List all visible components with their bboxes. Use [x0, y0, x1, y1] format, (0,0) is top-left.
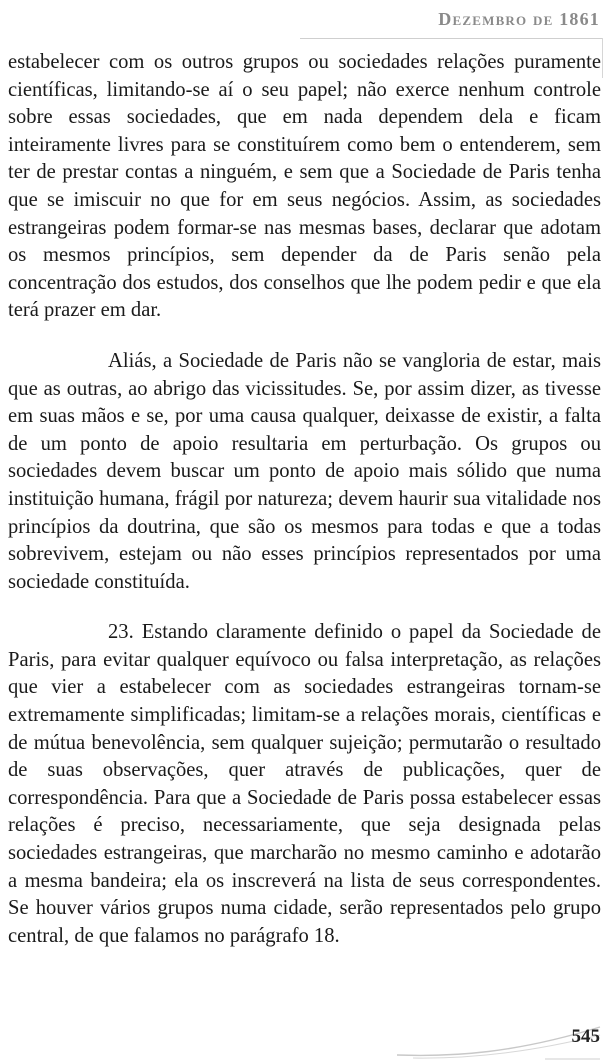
body-text — [8, 49, 601, 973]
paragraph-2: Aliás, a Sociedade de Paris não se vangloria de estar, mais que as outras, ao abrigo das vicissitudes. Se, por assim dizer, as tivesse em suas mãos e se, por uma causa qualquer, deixasse de existir, a falta de um ponto de apoio resultaria em perturbação. Os grupos ou sociedades devem buscar um ponto de apoio mais sólido que numa instituição humana, frágil por natureza; devem haurir sua vitalidade nos princípios da doutrina, que são os mesmos para todas e que a todas sobrevivem, estejam ou não esses princípios representados por uma sociedade constituída. — [8, 349, 601, 593]
header-rule-vertical — [602, 38, 603, 78]
running-header: Dezembro de 1861 — [438, 9, 600, 29]
header-rule — [300, 38, 603, 39]
paragraph-1: estabelecer com os outros grupos ou sociedades relações puramente científicas, limitando-se aí o seu papel; não exerce nenhum controle sobre essas sociedades, que em nada dependem dela e ficam inteiramente livres para se constituírem como bem o entenderem, sem ter de prestar contas a ninguém, e sem que a Sociedade de Paris tenha que se imiscuir no que for em seus negócios. Assim, as sociedades estrangeiras podem formar-se nas mesmas bases, declarar que adotam os mesmos princípios, sem depender da de Paris senão pela concentração dos estudos, dos conselhos que lhe podem pedir e que ela terá prazer em dar. — [8, 51, 601, 322]
page-number: 545 — [571, 1026, 600, 1047]
paragraph-3: 23. Estando claramente definido o papel da Sociedade de Paris, para evitar qualquer equívoco ou falsa interpretação, as relações que vier a estabelecer com as sociedades estrangeiras tornam-se extremamente simplificadas; limitam-se a relações morais, científicas e de mútua benevolência, sem qualquer sujeição; permutarão o resultado de suas observações, quer através de publicações, quer de correspondência. Para que a Sociedade de Paris possa estabelecer essas relações é preciso, necessariamente, que seja designada pelas sociedades estrangeiras, que marcharão no mesmo caminho e adotarão a mesma bandeira; ela os inscreverá na lista de seus correspondentes. Se houver vários grupos numa cidade, serão representados pelo grupo central, de que falamos no parágrafo 18. — [8, 621, 601, 947]
